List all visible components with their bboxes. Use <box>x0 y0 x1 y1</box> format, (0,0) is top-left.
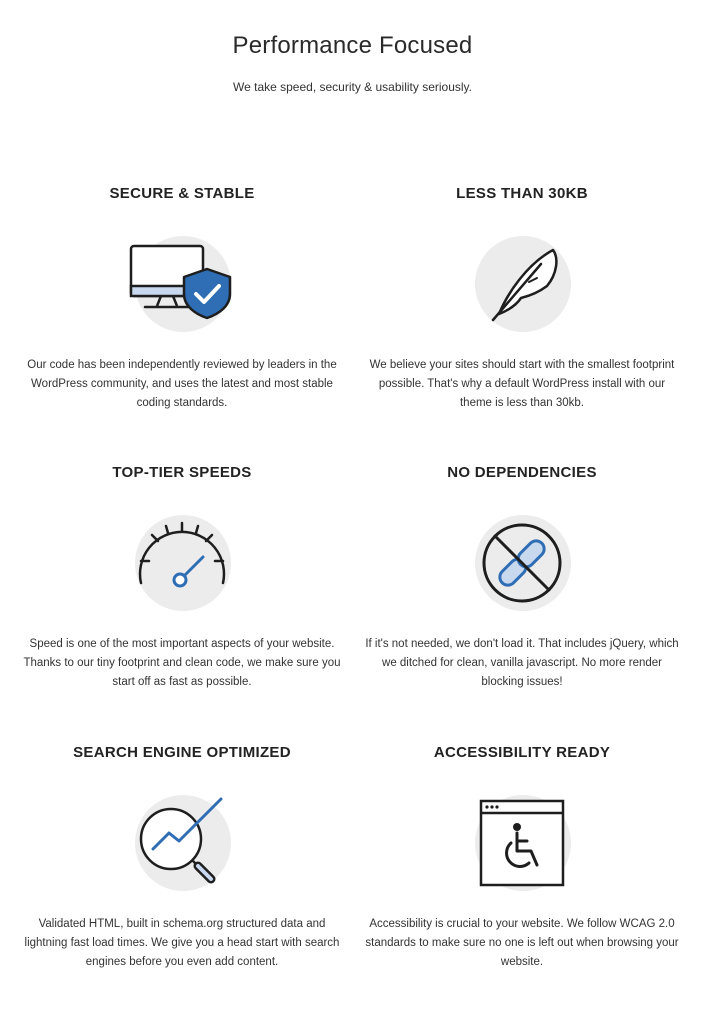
feather-icon <box>467 234 577 334</box>
page-title: Performance Focused <box>232 32 473 59</box>
feature-description: Speed is one of the most important aspects of your website. Thanks to our tiny footprint and clean code, we make sure you start off as fast as possible. <box>23 638 341 688</box>
page-subtitle: We take speed, security & usability seriously. <box>233 80 472 94</box>
feature-heading: LESS THAN 30KB <box>456 185 588 202</box>
feature-heading: TOP-TIER SPEEDS <box>112 464 252 481</box>
feature-heading: SEARCH ENGINE OPTIMIZED <box>73 744 291 761</box>
feature-no-dependencies <box>362 463 682 692</box>
monitor-shield-icon <box>127 234 237 334</box>
feature-description: If it's not needed, we don't load it. That includes jQuery, which we ditched for clean, vanilla javascript. No more render blocking issues! <box>365 638 679 688</box>
feature-heading: ACCESSIBILITY READY <box>433 744 611 761</box>
feature-accessibility-ready <box>362 743 682 972</box>
speedometer-icon <box>127 513 237 613</box>
feature-top-tier-speeds <box>22 463 342 692</box>
no-link-icon <box>467 513 577 613</box>
feature-secure-stable <box>22 184 342 413</box>
feature-heading: SECURE & STABLE <box>109 185 255 202</box>
feature-description: Our code has been independently reviewed by leaders in the WordPress community, and uses the latest and most stable coding standards. <box>27 359 337 409</box>
magnifier-chart-icon <box>127 793 237 893</box>
feature-less-than-30kb <box>362 184 682 413</box>
feature-description: Accessibility is crucial to your website. We follow WCAG 2.0 standards to make sure no one is left out when browsing your website. <box>365 918 679 968</box>
feature-description: Validated HTML, built in schema.org structured data and lightning fast load times. We give you a head start with search engines before you even add content. <box>24 918 340 968</box>
feature-search-engine-optimized <box>22 743 342 972</box>
feature-heading: NO DEPENDENCIES <box>447 464 597 481</box>
accessibility-window-icon <box>467 793 577 893</box>
feature-description: We believe your sites should start with the smallest footprint possible. That's why a default WordPress install with our theme is less than 30kb. <box>369 359 675 409</box>
